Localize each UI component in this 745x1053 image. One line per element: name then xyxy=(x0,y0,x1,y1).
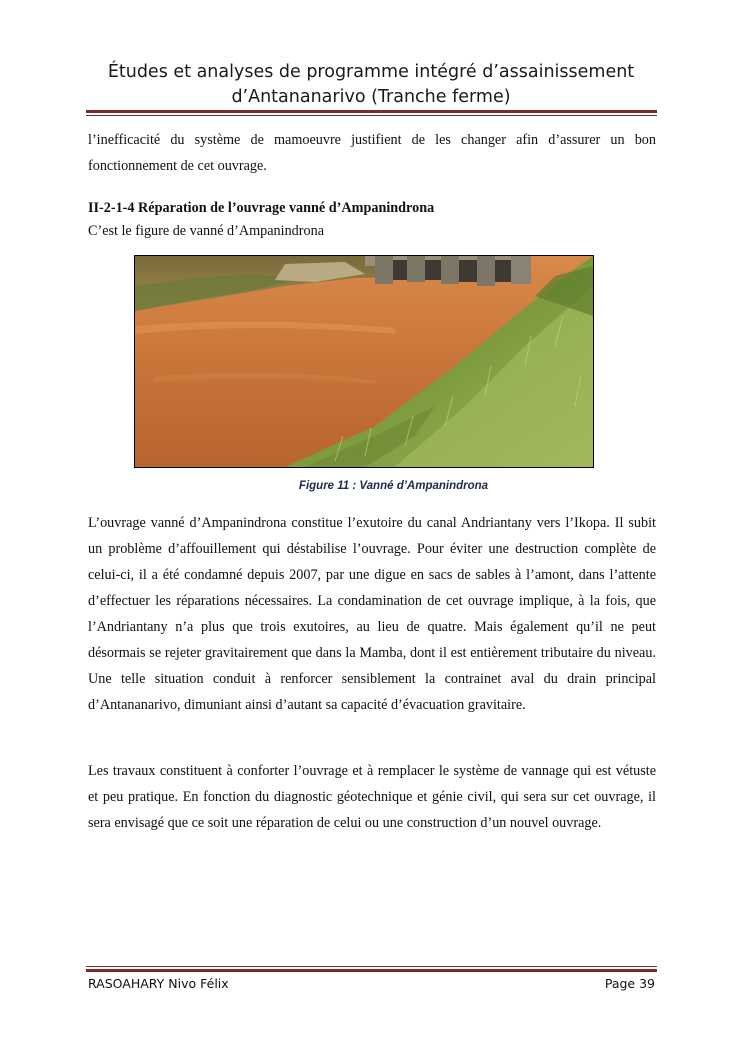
footer-author: RASOAHARY Nivo Félix xyxy=(88,976,229,991)
figure-caption: Figure 11 : Vanné d’Ampanindrona xyxy=(298,480,489,492)
figure-intro-text: C’est le figure de vanné d’Ampanindrona xyxy=(88,223,324,239)
footer-page-number: Page 39 xyxy=(604,976,655,991)
footer-rule-thick xyxy=(86,969,657,972)
header-title-line-2: d’Antananarivo (Tranche ferme) xyxy=(231,87,511,107)
page-header-title xyxy=(86,60,656,110)
section-heading: II-2-1-4 Réparation de l’ouvrage vanné d’Ampanindrona xyxy=(88,200,435,216)
body-paragraph-1: L’ouvrage vanné d’Ampanindrona constitue l’exutoire du canal Andriantany vers l’Ikopa. Il subit un problème d’affouillement qui déstabilise l’ouvrage. Pour éviter une destruction complète de celui-ci, il a été condamné depuis 2007, par une digue en sacs de sables à l’amont, dans l’attente d’effectuer les réparations nécessaires. La condamination de cet ouvrage implique, à la fois, que l’Andriantany n’a plus que trois exutoires, au lieu de quatre. Mais également qu’il ne peut désormais se rejeter gravitairement que dans la Mamba, dont il est entièrement tributaire du niveau. Une telle situation conduit à renforcer sensiblement la contrainet aval du drain principal d’Antananarivo, dimuniant ainsi d’autant sa capacité d’évacuation gravitaire. xyxy=(88,515,656,713)
footer-rule-thin xyxy=(86,966,657,967)
intro-paragraph: l’inefficacité du système de mamoeuvre justifient de les changer afin d’assurer un bon fonctionnement de cet ouvrage. xyxy=(88,132,656,174)
sluice-gate-photo-illustration xyxy=(135,256,593,467)
header-rule-thick xyxy=(86,110,657,113)
body-paragraph-2: Les travaux constituent à conforter l’ouvrage et à remplacer le système de vannage qui est vétuste et peu pratique. En fonction du diagnostic géotechnique et génie civil, qui sera sur cet ouvrage, il sera envisagé que ce soit une réparation de celui ou une construction d’un nouvel ouvrage. xyxy=(88,763,656,831)
header-rule-thin xyxy=(86,115,657,116)
figure-photo-sluice-gate xyxy=(134,255,594,468)
header-title-line-1: Études et analyses de programme intégré d’assainissement xyxy=(107,62,635,82)
